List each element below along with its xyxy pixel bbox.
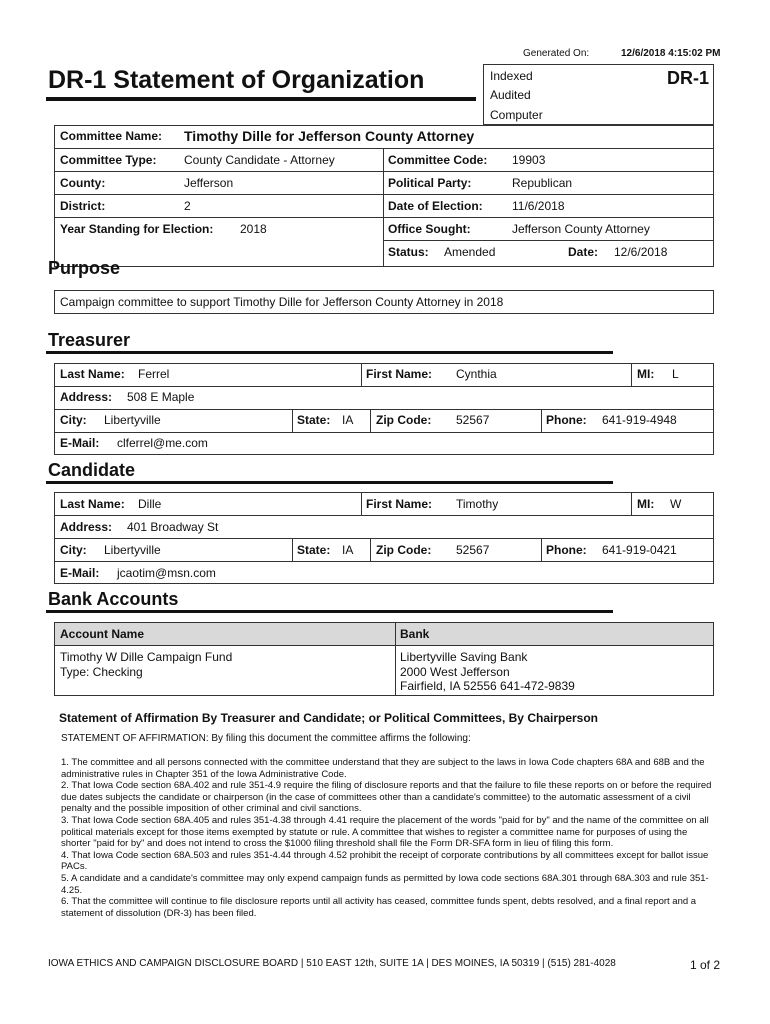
treasurer-last-name: Ferrel — [138, 367, 170, 381]
candidate-state: IA — [342, 543, 354, 557]
generated-on-value: 12/6/2018 4:15:02 PM — [621, 48, 721, 59]
account-name-line1: Timothy W Dille Campaign Fund — [60, 650, 233, 664]
status-date-label: Date: — [568, 245, 599, 259]
divider — [54, 561, 714, 562]
purpose-heading: Purpose — [48, 258, 121, 278]
political-party-value: Republican — [512, 176, 573, 190]
county-label: County: — [60, 176, 106, 190]
committee-type-label: Committee Type: — [60, 153, 157, 167]
divider — [370, 538, 371, 561]
bank-city-phone-line: Fairfield, IA 52556 641-472-9839 — [400, 679, 575, 693]
footer-address: IOWA ETHICS AND CAMPAIGN DISCLOSURE BOARD | 510 EAST 12th, SUITE 1A | DES MOINES, IA 50319 | (515) 281-4028 — [48, 958, 616, 969]
purpose-text: Campaign committee to support Timothy Dille for Jefferson County Attorney in 2018 — [60, 295, 504, 309]
generated-on-label: Generated On: — [523, 48, 590, 59]
status-value: Amended — [444, 245, 496, 259]
bank-underline — [46, 610, 613, 613]
committee-name-label: Committee Name: — [60, 129, 163, 143]
divider — [383, 148, 384, 267]
candidate-last-name-label: Last Name: — [60, 497, 125, 511]
page-number: 1 of 2 — [690, 958, 721, 972]
election-date-value: 11/6/2018 — [512, 199, 565, 213]
affirmation-list — [61, 757, 713, 919]
district-value: 2 — [184, 199, 191, 213]
purpose-box — [54, 290, 714, 314]
col-account-name: Account Name — [60, 627, 145, 641]
divider — [292, 538, 293, 561]
divider — [361, 492, 362, 515]
divider — [54, 386, 714, 387]
divider — [370, 409, 371, 432]
candidate-address-label: Address: — [60, 520, 113, 534]
treasurer-email-label: E-Mail: — [60, 436, 100, 450]
year-standing-label: Year Standing for Election: — [60, 222, 214, 236]
candidate-first-name-label: First Name: — [366, 497, 433, 511]
page-title: DR-1 Statement of Organization — [48, 66, 425, 94]
candidate-city-label: City: — [60, 543, 87, 557]
divider — [361, 363, 362, 386]
candidate-underline — [46, 481, 613, 484]
title-underline — [46, 97, 476, 101]
divider — [541, 409, 542, 432]
divider — [54, 409, 714, 410]
bank-address-line: 2000 West Jefferson — [400, 665, 510, 679]
treasurer-address: 508 E Maple — [127, 390, 195, 404]
candidate-zip: 52567 — [456, 543, 490, 557]
divider — [54, 171, 714, 172]
county-value: Jefferson — [184, 176, 234, 190]
treasurer-city: Libertyville — [104, 413, 161, 427]
affirmation-item: 1. The committee and all persons connected with the committee understand that they are subject to the laws in Iowa Code chapters 68A and 68B and the administrative rules in Chapter 351 of the Iowa Administrative Code. — [61, 757, 705, 780]
account-type-line: Type: Checking — [60, 665, 143, 679]
divider — [54, 538, 714, 539]
divider — [292, 409, 293, 432]
affirmation-item: 2. That Iowa Code section 68A.402 and rule 351-4.9 require the filing of disclosure reports and that the failure to file these reports on or before the required due dates subjects the candidate or chairperson (in the case of committees other than a candidate's committee) to the automatic assessment of a civil penalty and the possible imposition of other criminal and civil sanctions. — [61, 780, 712, 815]
treasurer-phone: 641-919-4948 — [602, 413, 677, 427]
divider — [54, 217, 714, 218]
divider — [54, 148, 714, 149]
candidate-phone-label: Phone: — [546, 543, 587, 557]
treasurer-heading: Treasurer — [48, 330, 131, 350]
divider — [54, 194, 714, 195]
office-use-box — [483, 64, 714, 125]
treasurer-first-name: Cynthia — [456, 367, 497, 381]
status-label: Status: — [388, 245, 429, 259]
candidate-state-label: State: — [297, 543, 331, 557]
bank-accounts-heading: Bank Accounts — [48, 589, 179, 609]
bank-name-line: Libertyville Saving Bank — [400, 650, 528, 664]
candidate-first-name: Timothy — [456, 497, 499, 511]
election-date-label: Date of Election: — [388, 199, 483, 213]
treasurer-email: clferrel@me.com — [117, 436, 208, 450]
status-date-value: 12/6/2018 — [614, 245, 668, 259]
candidate-mi: W — [670, 497, 682, 511]
committee-name-value: Timothy Dille for Jefferson County Attorney — [184, 128, 475, 144]
affirmation-item: 3. That Iowa Code section 68A.405 and rules 351-4.38 through 4.41 require the placement of the words "paid for by" and the name of the committee on all political materials except for those items exempted by statute or rule. A committee that wishes to register a committee name for purposes of using the shorter "paid for by" and does not intend to cross the $1000 filing threshold shall file the Form DR-SFA form in lieu of filing this form. — [61, 814, 709, 850]
divider — [395, 622, 396, 696]
affirmation-heading: Statement of Affirmation By Treasurer and Candidate; or Political Committees, By Chairperson — [59, 711, 598, 725]
indexed-label: Indexed — [490, 69, 533, 83]
affirmation-item: 6. That the committee will continue to file disclosure reports until all activity has ceased, committee funds spent, debts resolved, and a final report and a statement of dissolution (DR-3) has been filed. — [61, 896, 697, 919]
candidate-address: 401 Broadway St — [127, 520, 219, 534]
district-label: District: — [60, 199, 106, 213]
computer-label: Computer — [490, 108, 543, 122]
political-party-label: Political Party: — [388, 176, 472, 190]
treasurer-city-label: City: — [60, 413, 87, 427]
audited-label: Audited — [490, 88, 531, 102]
treasurer-zip-label: Zip Code: — [376, 413, 432, 427]
col-bank: Bank — [400, 627, 430, 641]
treasurer-mi-label: MI: — [637, 367, 655, 381]
treasurer-last-name-label: Last Name: — [60, 367, 125, 381]
treasurer-phone-label: Phone: — [546, 413, 587, 427]
candidate-heading: Candidate — [48, 460, 136, 480]
affirmation-item: 5. A candidate and a candidate's committee may only expend campaign funds as permitted by Iowa code sections 68A.301 through 68A.303 and rule 351-4.25. — [61, 872, 709, 896]
candidate-email: jcaotim@msn.com — [117, 566, 216, 580]
candidate-mi-label: MI: — [637, 497, 655, 511]
divider — [631, 363, 632, 386]
committee-code-label: Committee Code: — [388, 153, 488, 167]
treasurer-zip: 52567 — [456, 413, 490, 427]
affirmation-item: 4. That Iowa Code section 68A.503 and rules 351-4.44 through 4.52 prohibit the receipt of corporate contributions by all committees except for ballot issue PACs. — [61, 849, 709, 873]
affirmation-intro: STATEMENT OF AFFIRMATION: By filing this document the committee affirms the following: — [61, 733, 471, 744]
year-standing-value: 2018 — [240, 222, 267, 236]
treasurer-address-label: Address: — [60, 390, 113, 404]
treasurer-state: IA — [342, 413, 354, 427]
divider — [631, 492, 632, 515]
candidate-city: Libertyville — [104, 543, 161, 557]
divider — [541, 538, 542, 561]
treasurer-state-label: State: — [297, 413, 331, 427]
candidate-email-label: E-Mail: — [60, 566, 100, 580]
office-sought-label: Office Sought: — [388, 222, 471, 236]
treasurer-first-name-label: First Name: — [366, 367, 433, 381]
bank-table-header-bg — [55, 623, 713, 645]
divider — [383, 240, 714, 241]
candidate-phone: 641-919-0421 — [602, 543, 677, 557]
divider — [54, 432, 714, 433]
treasurer-mi: L — [672, 367, 679, 381]
candidate-zip-label: Zip Code: — [376, 543, 432, 557]
committee-type-value: County Candidate - Attorney — [184, 153, 335, 167]
divider — [54, 515, 714, 516]
form-code: DR-1 — [666, 68, 709, 88]
office-sought-value: Jefferson County Attorney — [512, 222, 650, 236]
treasurer-underline — [46, 351, 613, 354]
candidate-last-name: Dille — [138, 497, 162, 511]
divider — [54, 645, 714, 646]
committee-code-value: 19903 — [512, 153, 546, 167]
